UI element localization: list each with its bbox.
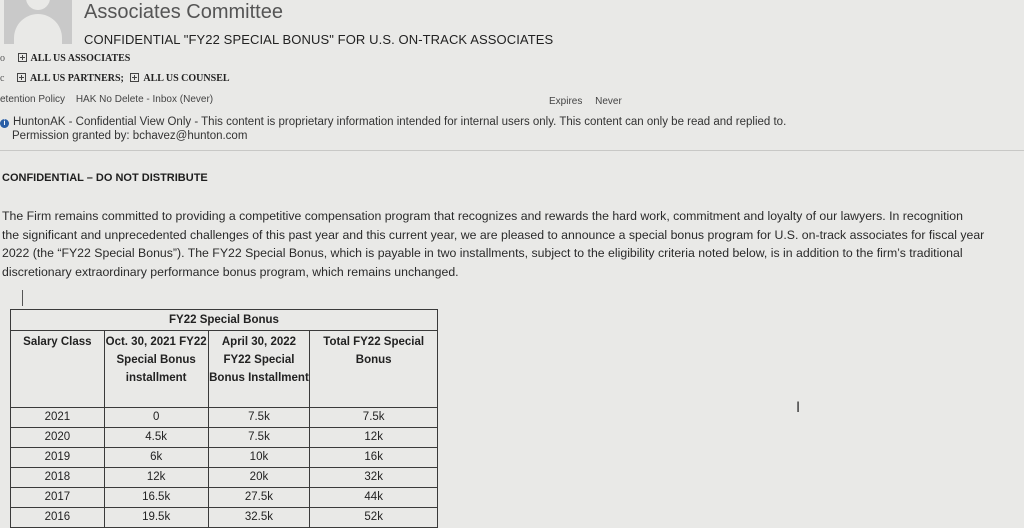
table-cell: 7.5k bbox=[208, 428, 310, 448]
table-cell: 0 bbox=[104, 408, 208, 428]
info-bar bbox=[0, 116, 786, 128]
table-cell: 2017 bbox=[11, 488, 105, 508]
table-cell: 2018 bbox=[11, 468, 105, 488]
table-cell: 44k bbox=[310, 488, 438, 508]
table-cell: 32k bbox=[310, 468, 438, 488]
table-row bbox=[11, 408, 438, 428]
body-paragraph bbox=[2, 207, 1024, 281]
header-divider bbox=[0, 150, 1024, 151]
table-title: FY22 Special Bonus bbox=[11, 310, 438, 331]
table-cell: 20k bbox=[208, 468, 310, 488]
table-row bbox=[11, 488, 438, 508]
table-cell: 4.5k bbox=[104, 428, 208, 448]
paragraph-line: The Firm remains committed to providing a competitive compensation program that recognizes and rewards the hard work, commitment and loyalty of our lawyers. In recognition bbox=[2, 209, 963, 223]
table-cell: 2020 bbox=[11, 428, 105, 448]
person-avatar-icon bbox=[26, 0, 50, 10]
paragraph-line: discretionary extraordinary performance bonus program, which remains unchanged. bbox=[2, 264, 459, 279]
table-cell: 7.5k bbox=[310, 408, 438, 428]
table-cell: 16k bbox=[310, 448, 438, 468]
column-header: Oct. 30, 2021 FY22 Special Bonus installment bbox=[104, 331, 208, 408]
bonus-table bbox=[10, 309, 438, 528]
table-row bbox=[11, 428, 438, 448]
info-text: HuntonAK - Confidential View Only - This content is proprietary information intended for internal users only. This content can only be read and replied to. bbox=[13, 116, 787, 128]
permission-text: Permission granted by: bchavez@hunton.com bbox=[12, 130, 248, 142]
table-cell: 16.5k bbox=[104, 488, 208, 508]
column-header: Total FY22 Special Bonus bbox=[310, 331, 438, 408]
cc-row bbox=[0, 73, 230, 84]
recipient-all-us-associates[interactable]: ALL US ASSOCIATES bbox=[18, 53, 131, 64]
cc-label: c bbox=[0, 73, 5, 84]
column-header: Salary Class bbox=[11, 331, 105, 408]
expires-value: Never bbox=[595, 96, 622, 107]
plus-box-icon[interactable] bbox=[130, 73, 139, 82]
table-cell: 12k bbox=[104, 468, 208, 488]
table-cell: 7.5k bbox=[208, 408, 310, 428]
column-header: April 30, 2022 FY22 Special Bonus Installment bbox=[208, 331, 310, 408]
paragraph-line: the significant and unprecedented challenges of this past year and this current year, we are pleased to announce a special bonus program for U.S. on-track associates for fiscal year bbox=[2, 227, 985, 242]
table-cell: 19.5k bbox=[104, 508, 208, 528]
table-cell: 32.5k bbox=[208, 508, 310, 528]
table-cell: 12k bbox=[310, 428, 438, 448]
table-cell: 2019 bbox=[11, 448, 105, 468]
text-caret bbox=[22, 290, 23, 306]
sender-avatar bbox=[4, 0, 72, 44]
email-subject: CONFIDENTIAL "FY22 SPECIAL BONUS" FOR U.S. ON-TRACK ASSOCIATES bbox=[84, 32, 554, 47]
paragraph-line: 2022 (the “FY22 Special Bonus”). The FY22 Special Bonus, which is payable in two installments, subject to the eligibility criteria noted below, is in addition to the firm’s traditional bbox=[2, 246, 963, 260]
sender-name: Associates Committee bbox=[84, 1, 283, 23]
table-row bbox=[11, 468, 438, 488]
to-label: o bbox=[0, 53, 5, 64]
expires bbox=[549, 96, 622, 107]
table-row bbox=[11, 448, 438, 468]
info-icon: i bbox=[0, 119, 9, 128]
table-cell: 27.5k bbox=[208, 488, 310, 508]
table-cell: 2016 bbox=[11, 508, 105, 528]
text-cursor-icon: I bbox=[796, 400, 801, 416]
confidential-notice: CONFIDENTIAL – DO NOT DISTRIBUTE bbox=[2, 172, 208, 184]
to-row bbox=[0, 53, 130, 64]
table-cell: 6k bbox=[104, 448, 208, 468]
retention-label: etention Policy bbox=[0, 94, 66, 105]
plus-box-icon[interactable] bbox=[18, 53, 27, 62]
recipient-all-us-partners[interactable]: ALL US PARTNERS; bbox=[17, 73, 124, 84]
recipient-all-us-counsel[interactable]: ALL US COUNSEL bbox=[130, 73, 229, 84]
retention-policy bbox=[0, 94, 213, 105]
table-cell: 52k bbox=[310, 508, 438, 528]
table-row bbox=[11, 508, 438, 528]
expires-label: Expires bbox=[549, 96, 583, 107]
table-cell: 2021 bbox=[11, 408, 105, 428]
plus-box-icon[interactable] bbox=[17, 73, 26, 82]
retention-value: HAK No Delete - Inbox (Never) bbox=[75, 94, 214, 105]
table-cell: 10k bbox=[208, 448, 310, 468]
